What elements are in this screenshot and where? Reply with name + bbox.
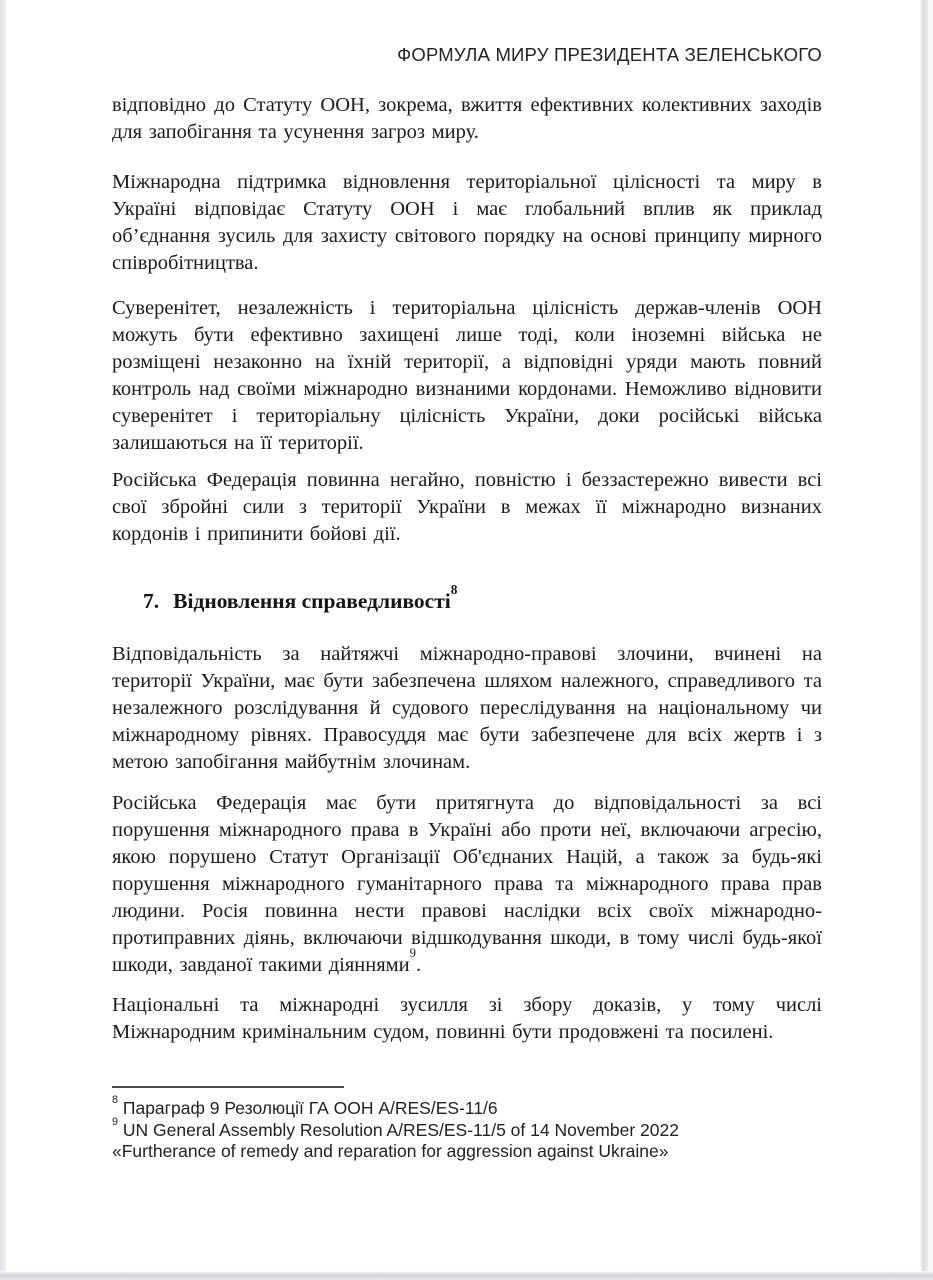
- footnote-8-number: 8: [112, 1094, 119, 1107]
- page-edge-right-outer: [928, 0, 933, 1280]
- paragraph-withdrawal: Російська Федерація повинна негайно, повністю і беззастережно вивести всі свої збройні сили з території України в межах її міжнародно визнаних кордонів і припинити бойові дії.: [112, 469, 822, 545]
- footnote-9-number: 9: [112, 1115, 119, 1128]
- footnote-8: [112, 1094, 822, 1120]
- footnote-ref-8-marker: 8: [450, 581, 458, 597]
- paragraph-evidence-efforts: Національні та міжнародні зусилля зі збору доказів, у тому числі Міжнародним кримінальним судом, повинні бути продовжені та посилені.: [112, 994, 822, 1043]
- page-edge-left: [0, 0, 6, 1280]
- paragraph-russia-responsibility-text: Російська Федерація має бути притягнута до відповідальності за всі порушення міжнародного права в Україні або проти неї, включаючи агресію, якою порушено Статут Організації Об'єднаних Націй, а також за будь-які порушення міжнародного гуманітарного права та міжнародного права прав людини. Росія повинна нести правові наслідки всіх своїх міжнародно-протиправних діянь, включаючи відшкодування шкоди, в тому числі будь-якої шкоди, завданої такими діяннями: [112, 792, 822, 976]
- footnotes-section: [112, 1086, 822, 1163]
- footnote-8-text: Параграф 9 Резолюції ГА ООН A/RES/ES-11/6: [118, 1098, 498, 1118]
- paragraph-russia-responsibility: [112, 790, 822, 979]
- section-number: 7.: [143, 589, 160, 613]
- footnote-ref-9-marker: 9: [409, 946, 416, 961]
- section-title: Відновлення справедливості: [173, 589, 451, 613]
- paragraph-international-support: Міжнародна підтримка відновлення територіальної цілісності та миру в Україні відповідає Статуту ООН і має глобальний вплив як приклад об’єднання зусиль для захисту світового порядку на основі принципу мирного співробітництва.: [112, 171, 822, 274]
- page-header-title: ФОРМУЛА МИРУ ПРЕЗИДЕНТА ЗЕЛЕНСЬКОГО: [397, 44, 822, 65]
- paragraph-accountability: Відповідальність за найтяжчі міжнародно-правові злочини, вчинені на території України, має бути забезпечена шляхом належного, справедливого та незалежного розслідування й судового переслідування на національному чи міжнародному рівнях. Правосуддя має бути забезпечене для всіх жертв і з метою запобігання майбутнім злочинам.: [112, 643, 822, 773]
- paragraph-sovereignty: Суверенітет, незалежність і територіальна цілісність держав-членів ООН можуть бути ефективно захищені лише тоді, коли іноземні війська не розміщені незаконно на їхній території, а відповідні уряди мають повний контроль над своїми міжнародно визнаними кордонами. Неможливо відновити суверенітет і територіальну цілісність України, доки російські війська залишаються на її території.: [112, 297, 822, 454]
- footnote-separator-rule: [112, 1086, 344, 1088]
- paragraph-un-charter: відповідно до Статуту ООН, зокрема, вжиття ефективних колективних заходів для запобігання та усунення загроз миру.: [112, 94, 822, 143]
- footnote-9: [112, 1115, 822, 1142]
- footnote-9-continuation: «Furtherance of remedy and reparation for aggression against Ukraine»: [112, 1141, 669, 1161]
- paragraph-russia-responsibility-period: .: [416, 954, 422, 976]
- section-heading: [143, 581, 458, 615]
- footnote-9-text: UN General Assembly Resolution A/RES/ES-11/5 of 14 November 2022: [118, 1119, 679, 1140]
- page-edge-bottom: [0, 1271, 933, 1280]
- page-edge-right: [920, 0, 928, 1280]
